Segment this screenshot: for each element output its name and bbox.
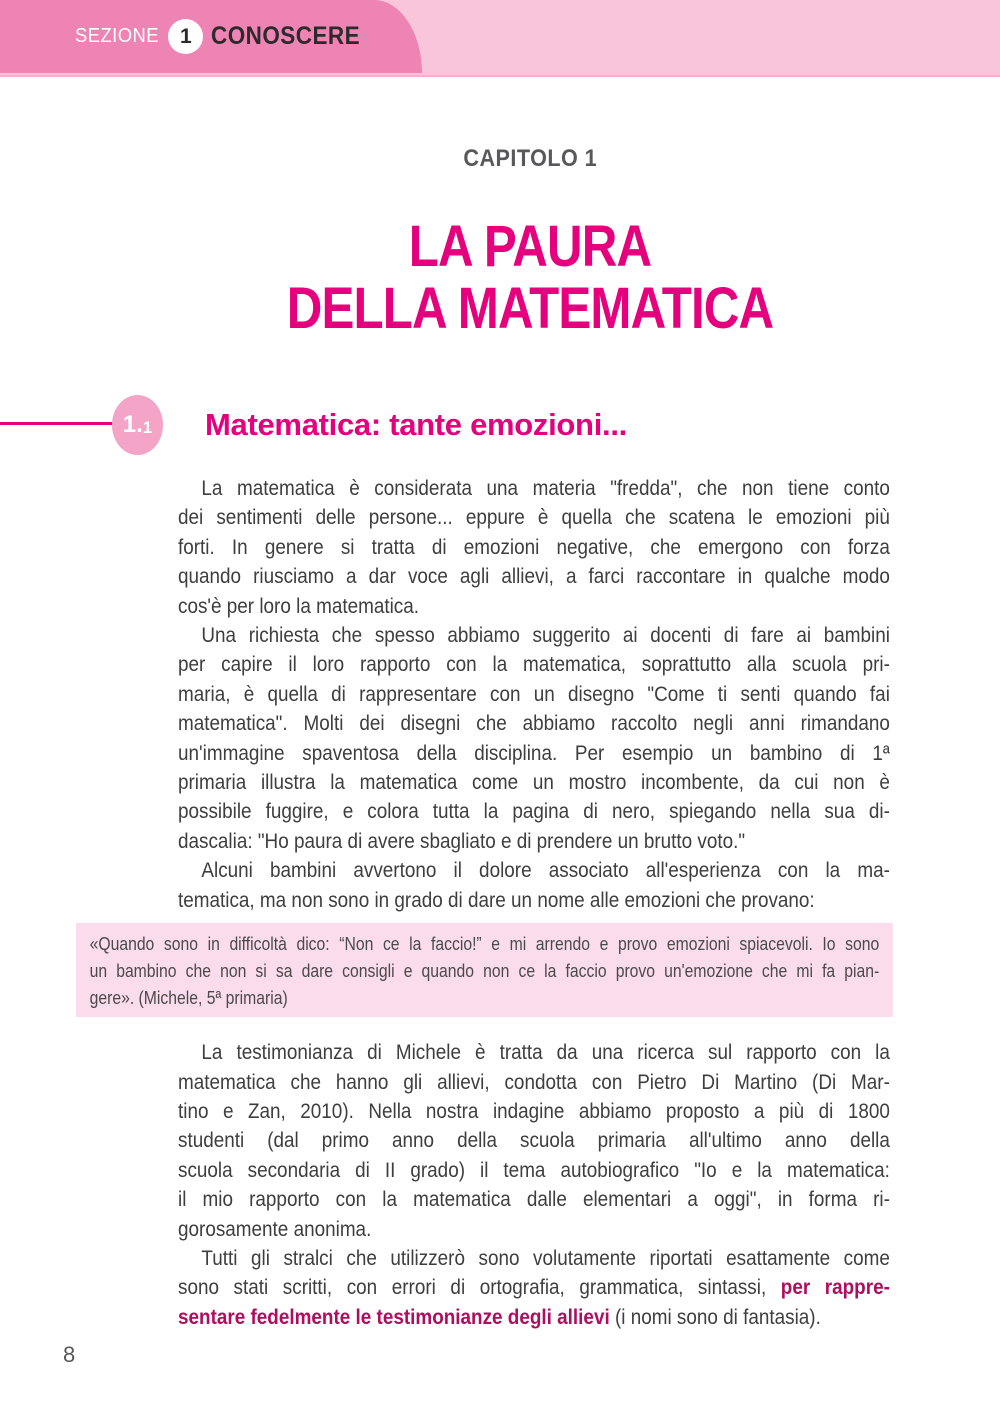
section-title: CONOSCERE: [211, 22, 361, 50]
text-line: un bambino che non si sa dare consigli e quando non ce la faccio provo un'emozione che mi fa pian-: [89, 960, 880, 982]
chapter-title: [60, 216, 1000, 340]
text-line: tematica, ma non sono in grado di dare un nome alle emozioni che provano:: [178, 888, 815, 912]
paragraph: [178, 1038, 890, 1244]
text-line: il mio rapporto con la matematica dalle elementari a oggi", in forma ri-: [178, 1188, 890, 1212]
text-line: gorosamente anonima.: [178, 1217, 372, 1241]
badge-number-major: 1.: [122, 411, 143, 438]
text-line: per capire il loro rapporto con la matematica, soprattutto alla scuola pri-: [178, 653, 890, 677]
paragraph: [178, 1244, 890, 1332]
header-band: [0, 0, 1000, 77]
text-line: tino e Zan, 2010). Nella nostra indagine abbiamo proposto a più di 1800: [178, 1099, 890, 1123]
section-number: 1: [179, 24, 192, 48]
text-line: Tutti gli stralci che utilizzerò sono volutamente riportati esattamente come: [201, 1246, 890, 1270]
body-text: [89, 474, 890, 1332]
text-line: dascalia: "Ho paura di avere sbagliato e di prendere un brutto voto.": [178, 829, 746, 853]
text-line: sentare fedelmente le testimonianze degli allievi (i nomi sono di fantasia).: [178, 1305, 821, 1329]
text-line: dei sentimenti delle persone... eppure è quella che scatena le emozioni più: [178, 506, 890, 530]
badge-number-minor: 1: [142, 418, 153, 437]
text-line: La testimonianza di Michele è tratta da una ricerca sul rapporto con la: [201, 1041, 890, 1065]
text-line: Alcuni bambini avvertono il dolore associato all'esperienza con la ma-: [201, 859, 890, 883]
title-line: LA PAURA: [408, 214, 652, 279]
text-line: «Quando sono in difficoltà dico: “Non ce la faccio!” e mi arrendo e provo emozioni spiacevoli. Io sono: [89, 933, 880, 955]
text-line: La matematica è considerata una materia "fredda", che non tiene conto: [201, 477, 890, 500]
text-line: matematica". Molti dei disegni che abbiamo raccolto negli anni rimandano: [178, 712, 890, 736]
title-line: DELLA MATEMATICA: [286, 276, 774, 341]
paragraph: [178, 856, 890, 915]
section-heading: Matematica: tante emozioni...: [205, 407, 627, 442]
text-line: possibile fuggire, e colora tutta la pagina di nero, spiegando nella sua di-: [178, 800, 890, 824]
text-line: Una richiesta che spesso abbiamo suggerito ai docenti di fare ai bambini: [201, 624, 890, 648]
section-label: SEZIONE: [75, 25, 159, 47]
text-line: primaria illustra la matematica come un mostro incombente, da cui non è: [178, 771, 890, 795]
section-badge: [112, 395, 163, 455]
text-line: cos'è per loro la matematica.: [178, 594, 420, 618]
text-line: forti. In genere si tratta di emozioni negative, che emergono con forza: [178, 535, 890, 559]
text-line: scuola secondaria di II grado) il tema autobiografico "Io e la matematica:: [178, 1158, 890, 1182]
highlighted-text: per rappre-: [780, 1276, 890, 1300]
text-line: matematica che hanno gli allievi, condotta con Pietro Di Martino (Di Mar-: [178, 1070, 890, 1094]
page-number: 8: [63, 1342, 76, 1367]
section-number-badge: [168, 19, 203, 54]
text-line: maria, è quella di rappresentare con un disegno "Come ti senti quando fai: [178, 682, 890, 706]
text-line: un'immagine spaventosa della disciplina. Per esempio un bambino di 1ª: [178, 741, 890, 765]
text-line: quando riusciamo a dar voce agli allievi, a farci raccontare in qualche modo: [178, 565, 890, 589]
quote-block: [76, 923, 893, 1017]
paragraph: [178, 621, 890, 856]
text-line: gere». (Michele, 5ª primaria): [89, 987, 288, 1009]
paragraph: [178, 474, 890, 621]
chapter-kicker: CAPITOLO 1: [463, 145, 597, 172]
highlighted-text: sentare fedelmente le testimonianze degli allievi: [178, 1305, 610, 1329]
section-rule: [0, 422, 118, 425]
section-tab: [0, 0, 422, 73]
text-line: studenti (dal primo anno della scuola primaria all'ultimo anno della: [178, 1129, 890, 1153]
text-line: sono stati scritti, con errori di ortografia, grammatica, sintassi, per rappre-: [178, 1276, 890, 1300]
